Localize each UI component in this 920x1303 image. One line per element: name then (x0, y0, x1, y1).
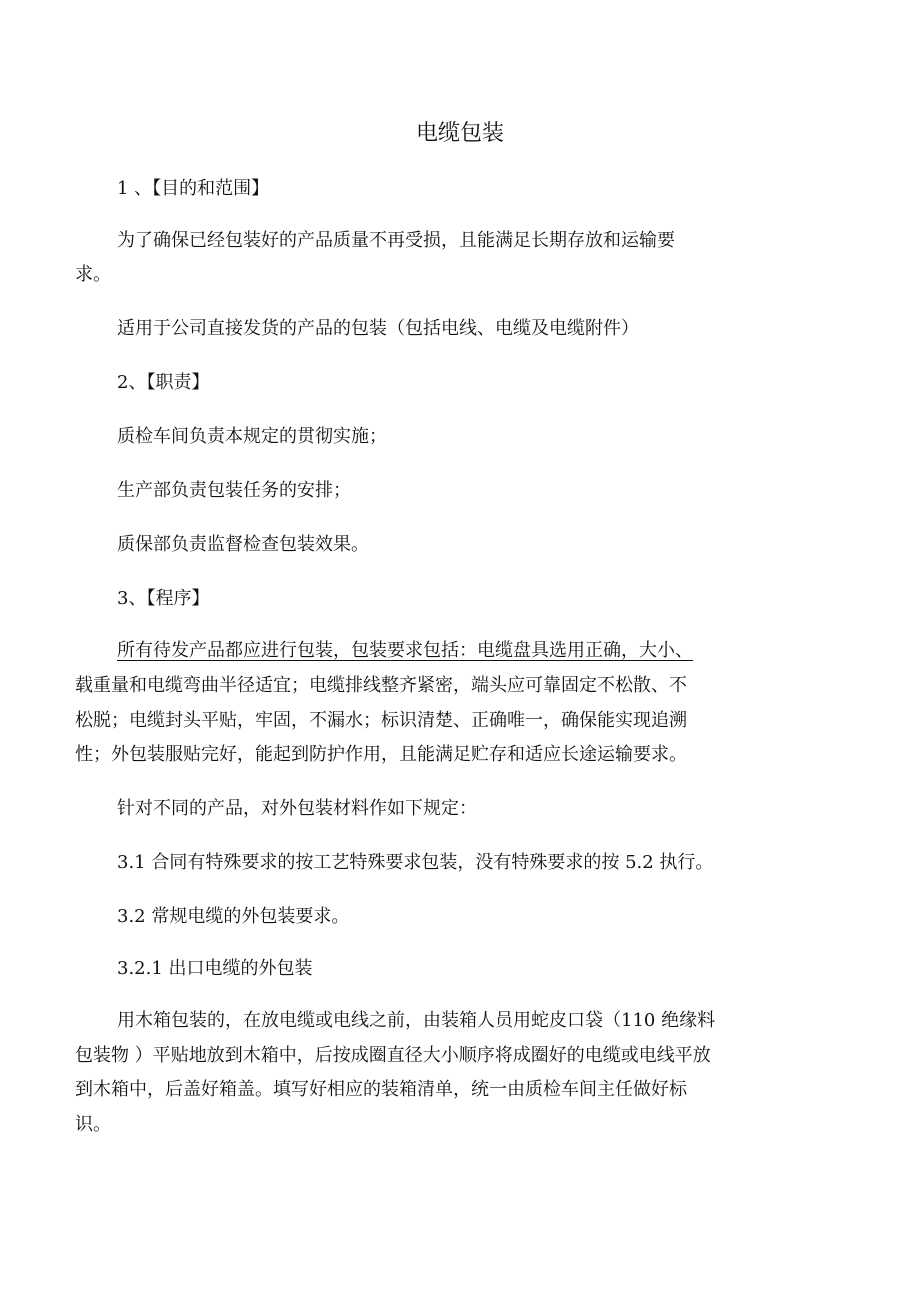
duty-item-3: 质保部负责监督检查包装效果。 (117, 534, 369, 555)
purpose-line-2: 求。 (75, 264, 111, 285)
section-2-heading: 2、【职责】 (117, 372, 210, 393)
procedure-line-3: 松脱；电缆封头平贴，牢固，不漏水；标识清楚、正确唯一，确保能实现追溯 (75, 710, 687, 731)
procedure-line-2: 载重量和电缆弯曲半径适宜；电缆排线整齐紧密，端头应可靠固定不松散、不 (75, 675, 687, 696)
page-title: 电缆包装 (415, 121, 504, 146)
box-packing-line-4: 识。 (75, 1114, 111, 1135)
item-3-1: 3.1 合同有特殊要求的按工艺特殊要求包装，没有特殊要求的按 5.2 执行。 (117, 852, 714, 873)
duty-item-1: 质检车间负责本规定的贯彻实施； (117, 426, 387, 447)
purpose-line-1: 为了确保已经包装好的产品质量不再受损，且能满足长期存放和运输要 (117, 230, 675, 251)
item-3-2-1: 3.2.1 出口电缆的外包装 (117, 958, 313, 979)
procedure-line-4: 性；外包装服贴完好，能起到防护作用，且能满足贮存和适应长途运输要求。 (75, 744, 687, 765)
duty-item-2: 生产部负责包装任务的安排； (117, 480, 351, 501)
materials-intro: 针对不同的产品，对外包装材料作如下规定： (117, 798, 477, 819)
section-1-heading: 1 、【目的和范围】 (117, 178, 270, 199)
item-3-2: 3.2 常规电缆的外包装要求。 (117, 906, 350, 927)
section-3-heading: 3、【程序】 (117, 588, 210, 609)
procedure-line-1: 所有待发产品都应进行包装，包装要求包括：电缆盘具选用正确，大小、 (117, 640, 693, 661)
box-packing-line-2: 包装物 ）平贴地放到木箱中，后按成圈直径大小顺序将成圈好的电缆或电线平放 (75, 1045, 711, 1066)
box-packing-line-3: 到木箱中，后盖好箱盖。填写好相应的装箱清单，统一由质检车间主任做好标 (75, 1079, 687, 1100)
scope-paragraph: 适用于公司直接发货的产品的包装（包括电线、电缆及电缆附件） (117, 318, 639, 339)
box-packing-line-1: 用木箱包装的，在放电缆或电线之前，由装箱人员用蛇皮口袋（110 绝缘料 (117, 1010, 716, 1031)
